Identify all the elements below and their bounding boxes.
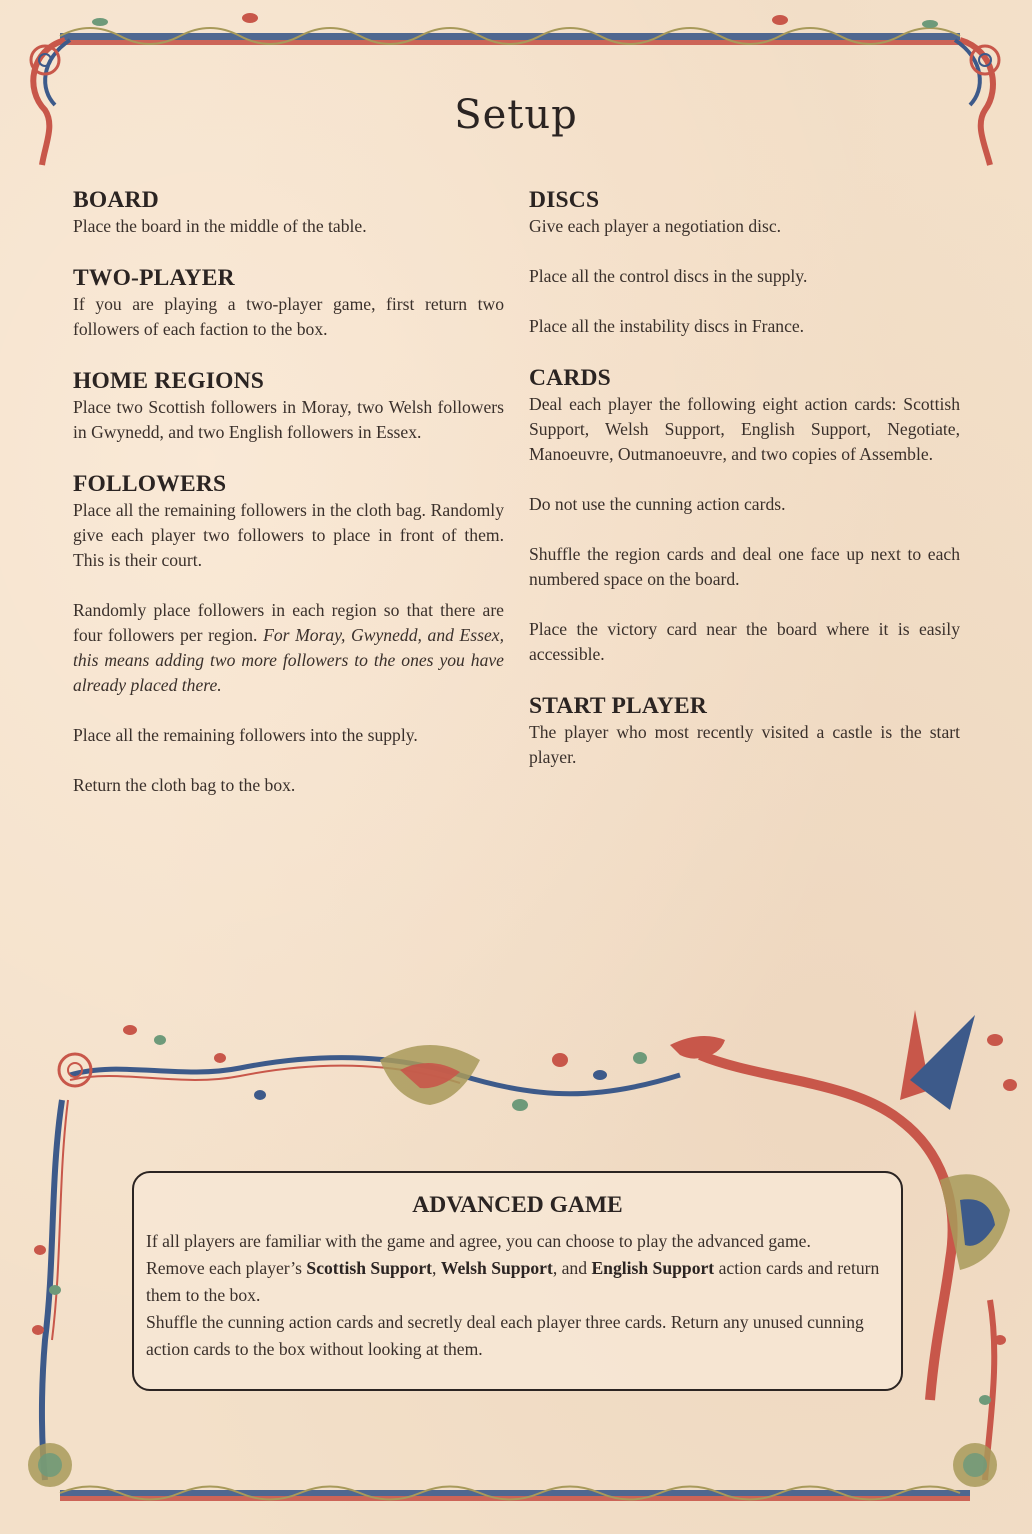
advanced-line-1: If all players are familiar with the game and agree, you can choose to play the advanced game. [146, 1231, 811, 1251]
lower-vine-band [59, 1025, 680, 1111]
section-start-player [529, 692, 960, 770]
card-welsh-support: Welsh Support [440, 1258, 553, 1278]
section-text: Place the board in the middle of the table. [73, 216, 367, 236]
section-text [73, 598, 504, 698]
section-text: Place all the remaining followers in the cloth bag. Randomly give each player two followers to place in front of them. This is their court. [73, 500, 504, 570]
section-heading: TWO-PLAYER [73, 265, 235, 291]
advanced-line-2-pre: Remove each player’s [146, 1258, 302, 1278]
right-side-border [953, 1300, 1006, 1487]
section-cards [529, 364, 960, 667]
section-text: Place all the remaining followers into the supply. [73, 725, 418, 745]
card-scottish-support: Scottish Support [306, 1258, 433, 1278]
section-text: The player who most recently visited a castle is the start player. [529, 722, 960, 767]
bottom-border-bar [60, 1487, 970, 1502]
section-text: Give each player a negotiation disc. [529, 216, 782, 236]
advanced-heading: ADVANCED GAME [412, 1192, 623, 1218]
italic-note: For Moray, Gwynedd, and Essex, this means adding two more followers to the ones you have already placed there. [73, 625, 504, 695]
section-board [73, 186, 504, 239]
section-text: Return the cloth bag to the box. [73, 775, 296, 795]
card-english-support: English Support [591, 1258, 715, 1278]
section-heading: BOARD [73, 187, 159, 213]
section-heading: START PLAYER [529, 693, 708, 719]
section-text: Place all the control discs in the supply. [529, 266, 808, 286]
section-heading: CARDS [529, 365, 611, 391]
right-column [529, 186, 960, 795]
section-text: Place all the instability discs in France. [529, 316, 805, 336]
page-title: Setup [454, 92, 578, 138]
advanced-line-2-post: action cards and return them to the box. [146, 1258, 880, 1305]
section-heading: FOLLOWERS [73, 471, 227, 497]
section-text: Do not use the cunning action cards. [529, 494, 786, 514]
left-column [73, 186, 504, 823]
top-border-bar [60, 28, 960, 45]
advanced-line-3: Shuffle the cunning action cards and secretly deal each player three cards. Return any unused cunning action cards to the box without looking at them. [146, 1312, 864, 1359]
section-text: Place two Scottish followers in Moray, two Welsh followers in Gwynedd, and two English followers in Essex. [73, 397, 504, 442]
separator: , [432, 1258, 437, 1278]
section-two-player [73, 264, 504, 342]
section-text: If you are playing a two-player game, first return two followers of each faction to the box. [73, 294, 504, 339]
section-home-regions [73, 367, 504, 445]
section-text: Place the victory card near the board where it is easily accessible. [529, 619, 960, 664]
region-placement-text: Randomly place followers in each region so that there are four followers per region. [73, 600, 504, 645]
left-side-border [28, 1100, 72, 1487]
advanced-text [146, 1228, 889, 1363]
separator: , and [552, 1258, 588, 1278]
advanced-game-box [132, 1171, 903, 1391]
section-heading: DISCS [529, 187, 600, 213]
section-discs [529, 186, 960, 339]
section-heading: HOME REGIONS [73, 368, 265, 394]
section-text: Shuffle the region cards and deal one face up next to each numbered space on the board. [529, 544, 960, 589]
section-followers [73, 470, 504, 798]
section-text: Deal each player the following eight action cards: Scottish Support, Welsh Support, English Support, Negotiate, Manoeuvre, Outmanoeuvre, and two copies of Assemble. [529, 394, 960, 464]
